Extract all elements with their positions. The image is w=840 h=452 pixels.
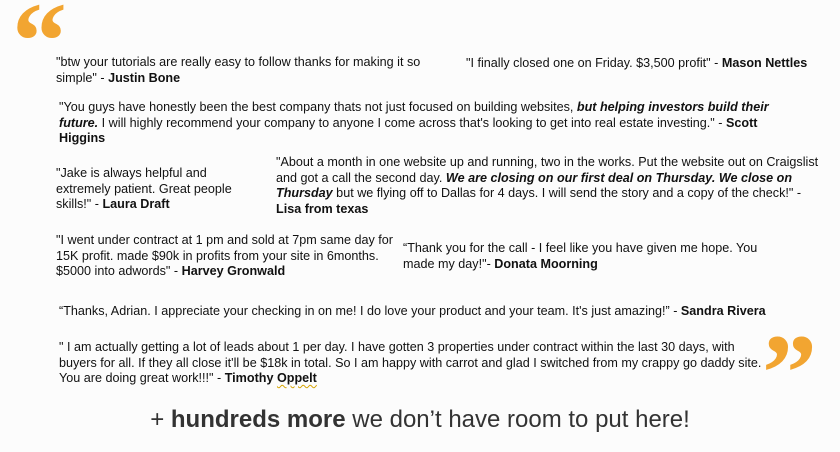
testimonial-sandra-rivera — [59, 304, 819, 320]
footer-bold-text: hundreds more — [170, 406, 346, 433]
testimonial-text: “Thanks, Adrian. I appreciate your checking in on me! I do love your product and your team. It's just amazing!” - — [59, 304, 681, 318]
testimonial-text: "I went under contract at 1 pm and sold at 7pm same day for 15K profit. made $90k in profits from your site in 6months. $5000 into adwords" - — [56, 233, 393, 278]
testimonial-text: "About a month in one website up and running, two in the works. Put the website out on Craigslist and got a call the second day. — [276, 155, 819, 185]
testimonial-text: " I am actually getting a lot of leads about 1 per day. I have gotten 3 properties under contract within the last 30 days, with buyers for all. If they all close it'll be $18k in total. So I am happy with carrot and glad I switched from my crappy go daddy site. You are doing great work!!!" - — [59, 340, 762, 385]
testimonial-emphasis: We are closing on our first deal on Thursday. We close on Thursday — [276, 170, 793, 200]
testimonial-author: Mason Nettles — [721, 56, 808, 70]
close-quote-icon: ” — [762, 312, 817, 434]
testimonial-author: Justin Bone — [108, 70, 181, 85]
testimonial-author: Lisa from texas — [276, 201, 369, 216]
testimonial-text-continued: but we flying off to Dallas for 4 days. I will send the story and a copy of the check!" - — [332, 186, 802, 200]
testimonial-mason-nettles — [466, 56, 826, 72]
testimonial-author: Laura Draft — [102, 197, 170, 211]
testimonial-text: "Jake is always helpful and extremely patient. Great people skills!" - — [56, 166, 232, 211]
testimonial-text: "You guys have honestly been the best company thats not just focused on building websites, — [59, 100, 577, 114]
open-quote-icon: “ — [12, 0, 67, 102]
testimonial-laura-draft — [56, 166, 256, 213]
footer-plus: + — [150, 406, 171, 433]
testimonial-text: "btw your tutorials are really easy to follow thanks for making it so simple" - — [56, 55, 421, 85]
testimonial-text: "I finally closed one on Friday. $3,500 profit" - — [466, 56, 722, 70]
testimonial-author-first: Timothy — [224, 371, 277, 385]
footer-tagline — [0, 406, 840, 434]
testimonial-lisa-from-texas — [276, 155, 822, 217]
testimonial-author: Sandra Rivera — [680, 304, 766, 318]
testimonial-author: Harvey Gronwald — [181, 264, 286, 278]
testimonial-text-continued: I will highly recommend your company to anyone I come across that's looking to get into real estate investing." - — [98, 115, 726, 130]
testimonial-text: “Thank you for the call - I feel like you have given me hope. You made my day!"- — [403, 241, 758, 271]
testimonial-timothy-oppelt — [59, 340, 771, 387]
testimonial-scott-higgins — [59, 100, 799, 147]
testimonial-justin-bone — [56, 55, 446, 86]
testimonial-author: Scott Higgins — [59, 115, 758, 145]
footer-rest-text: we don’t have room to put here! — [345, 406, 690, 433]
testimonial-donata-moorning — [403, 241, 783, 272]
testimonial-emphasis: but helping investors build their future. — [59, 100, 769, 130]
testimonial-harvey-gronwald — [56, 233, 394, 280]
testimonial-author-last: Oppelt — [276, 371, 317, 385]
testimonial-author: Donata Moorning — [494, 256, 598, 271]
